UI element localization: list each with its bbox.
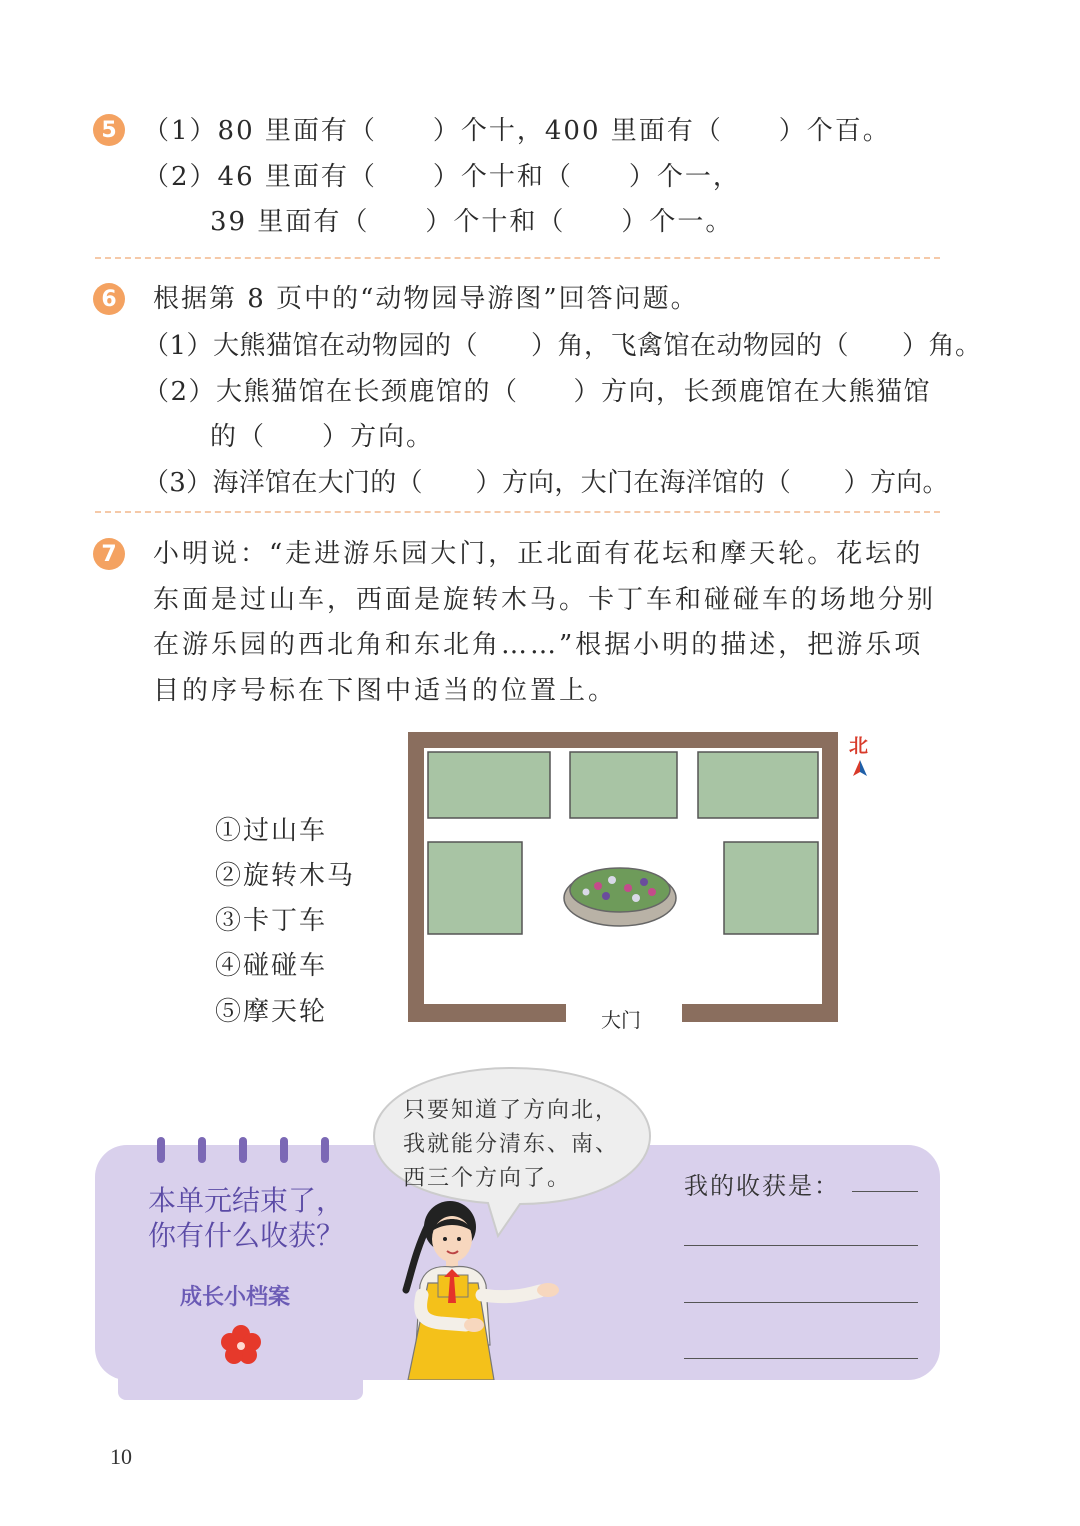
plot-east[interactable] bbox=[724, 842, 818, 934]
q5-line-1: （1）80 里面有（ ）个十，400 里面有（ ）个百。 bbox=[143, 116, 891, 146]
binder-ring-3 bbox=[239, 1137, 247, 1163]
binder-ring-4 bbox=[280, 1137, 288, 1163]
harvest-answer-line-3[interactable] bbox=[684, 1302, 918, 1303]
divider-1 bbox=[95, 257, 940, 259]
plot-northeast[interactable] bbox=[698, 752, 818, 818]
plot-west[interactable] bbox=[428, 842, 522, 934]
item-ferris-wheel: ⑤摩天轮 bbox=[215, 997, 328, 1027]
q7-text-1: 小明说：“走进游乐园大门，正北面有花坛和摩天轮。花坛的 bbox=[153, 539, 924, 569]
divider-2 bbox=[95, 511, 940, 513]
question-5-badge: 5 bbox=[93, 114, 125, 146]
flower-icon bbox=[220, 1325, 262, 1365]
binder-ring-2 bbox=[198, 1137, 206, 1163]
bubble-line-3: 西三个方向了。 bbox=[403, 1166, 572, 1191]
harvest-answer-line-2[interactable] bbox=[684, 1245, 918, 1246]
item-go-kart: ③卡丁车 bbox=[215, 906, 328, 936]
gate-label: 大门 bbox=[601, 1008, 641, 1032]
item-bumper-cars: ④碰碰车 bbox=[215, 951, 328, 981]
q5-line-2: （2）46 里面有（ ）个十和（ ）个一， bbox=[143, 162, 741, 192]
item-carousel: ②旋转木马 bbox=[215, 861, 356, 891]
item-roller-coaster: ①过山车 bbox=[215, 816, 328, 846]
q6-intro: 根据第 8 页中的“动物园导游图”回答问题。 bbox=[153, 284, 699, 314]
summary-title-1: 本单元结束了， bbox=[148, 1184, 345, 1217]
girl-illustration bbox=[398, 1195, 563, 1380]
q6-line-3: （3）海洋馆在大门的（ ）方向，大门在海洋馆的（ ）方向。 bbox=[143, 468, 949, 498]
flower-bed bbox=[564, 868, 676, 926]
plot-northwest[interactable] bbox=[428, 752, 550, 818]
q6-line-2b: 的（ ）方向。 bbox=[210, 422, 435, 452]
harvest-answer-line-1[interactable] bbox=[852, 1191, 918, 1192]
binder-ring-5 bbox=[321, 1137, 329, 1163]
bubble-line-1: 只要知道了方向北， bbox=[403, 1098, 620, 1123]
binder-ring-1 bbox=[157, 1137, 165, 1163]
q5-line-3: 39 里面有（ ）个十和（ ）个一。 bbox=[210, 207, 734, 237]
harvest-label: 我的收获是： bbox=[684, 1172, 840, 1200]
summary-card-tab bbox=[118, 1370, 363, 1400]
summary-title-2: 你有什么收获？ bbox=[148, 1219, 345, 1252]
q7-text-3: 在游乐园的西北角和东北角……”根据小明的描述，把游乐项 bbox=[153, 630, 924, 660]
harvest-answer-line-4[interactable] bbox=[684, 1358, 918, 1359]
north-label: 北 bbox=[849, 735, 869, 757]
q7-text-4: 目的序号标在下图中适当的位置上。 bbox=[153, 676, 618, 706]
q7-text-2: 东面是过山车，西面是旋转木马。卡丁车和碰碰车的场地分别 bbox=[153, 585, 937, 615]
bubble-line-2: 我就能分清东、南、 bbox=[403, 1132, 620, 1157]
question-7-badge: 7 bbox=[93, 538, 125, 570]
plot-north[interactable] bbox=[570, 752, 677, 818]
park-map bbox=[400, 728, 880, 1038]
page-number: 10 bbox=[110, 1444, 132, 1469]
north-arrow-icon bbox=[853, 760, 867, 776]
q6-line-1: （1）大熊猫馆在动物园的（ ）角，飞禽馆在动物园的（ ）角。 bbox=[143, 331, 982, 361]
question-6-badge: 6 bbox=[93, 283, 125, 315]
q6-line-2: （2）大熊猫馆在长颈鹿馆的（ ）方向，长颈鹿馆在大熊猫馆 bbox=[143, 377, 932, 407]
growth-archive-label: 成长小档案 bbox=[180, 1285, 291, 1310]
